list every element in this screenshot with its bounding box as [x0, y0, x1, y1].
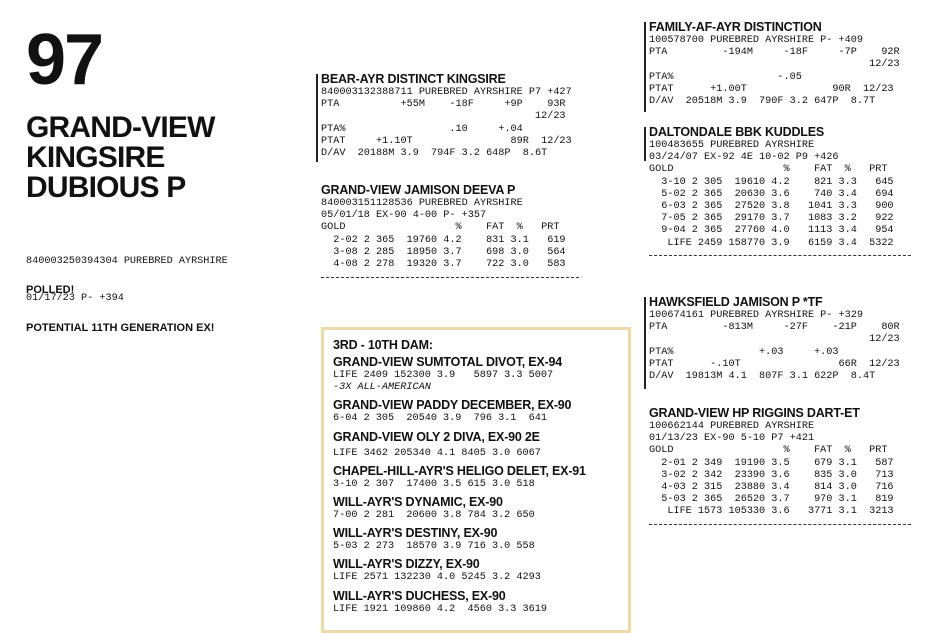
divider: [321, 277, 579, 278]
dam-entry-name: GRAND-VIEW PADDY DECEMBER, EX-90: [333, 398, 572, 413]
dam-entry-record: 3-10 2 307 17400 3.5 615 3.0 518: [333, 478, 535, 490]
stat-line: 3-08 2 285 18950 3.7 698 3.0 564: [321, 246, 566, 258]
stat-line: 840003151128536 PUREBRED AYRSHIRE: [321, 198, 523, 209]
bracket-line: [644, 22, 646, 112]
sire-dam-block: [649, 125, 911, 256]
dam-entry-name: WILL-AYR'S DIZZY, EX-90: [333, 557, 480, 572]
dam-entry-record: 7-00 2 281 20600 3.8 784 3.2 650: [333, 510, 535, 522]
stat-line: GOLD % FAT % PRT: [649, 164, 888, 176]
bracket-line: [644, 127, 646, 161]
stat-line: 840003132388711 PUREBRED AYRSHIRE P7 +427: [321, 87, 572, 98]
registration-line: 840003250394304 PUREBRED AYRSHIRE: [26, 256, 228, 268]
dam-entry-record: LIFE 2571 132230 4.0 5245 3.2 4293: [333, 572, 541, 584]
animal-name-line: DUBIOUS P: [26, 171, 186, 204]
dam-entry-record: 5-03 2 273 18570 3.9 716 3.0 558: [333, 541, 535, 553]
sire-stats: [321, 87, 589, 160]
stat-line: GOLD % FAT % PRT: [321, 222, 560, 234]
stat-line: 5-02 2 365 20630 3.6 740 3.4 694: [649, 188, 894, 200]
stat-line: LIFE 2459 158770 3.9 6159 3.4 5322: [649, 237, 894, 249]
dams-box: [321, 327, 631, 633]
lot-number: 97: [26, 20, 103, 100]
dam-dam-block: [649, 406, 911, 525]
dam-entry-name: WILL-AYR'S DYNAMIC, EX-90: [333, 495, 503, 510]
birth-line: 01/17/23 P- +394: [26, 293, 124, 305]
note-potential: POTENTIAL 11TH GENERATION EX!: [26, 322, 215, 334]
sire-block: [321, 72, 589, 160]
animal-name-line: GRAND-VIEW: [26, 111, 215, 144]
sire-name: BEAR-AYR DISTINCT KINGSIRE: [321, 72, 506, 86]
stat-line: 2-01 2 349 19190 3.5 679 3.1 587: [649, 457, 894, 469]
animal-registration: [26, 232, 228, 317]
stat-line: 7-05 2 365 29170 3.7 1083 3.2 922: [649, 213, 894, 225]
stat-line: 100483655 PUREBRED AYRSHIRE: [649, 140, 815, 151]
stat-line: PTA -194M -18F -7P 92R: [649, 47, 900, 59]
stat-line: PTA% +.03 +.03: [649, 346, 839, 358]
stat-line: 4-03 2 315 23880 3.4 814 3.0 716: [649, 482, 894, 494]
divider: [649, 255, 911, 256]
dam-entry-record: LIFE 3462 205340 4.1 8405 3.0 6067: [333, 447, 541, 459]
dam-stats: [321, 198, 579, 271]
animal-name-line: KINGSIRE: [26, 141, 165, 174]
stat-line: D/AV 20518M 3.9 790F 3.2 647P 8.7T: [649, 96, 876, 108]
stat-line: D/AV 20188M 3.9 794F 3.2 648P 8.6T: [321, 148, 548, 160]
sire-dam-stats: [649, 140, 911, 250]
stat-line: 3-10 2 305 19610 4.2 821 3.3 645: [649, 176, 894, 188]
dam-entry-record: 6-04 2 305 20540 3.9 796 3.1 641: [333, 413, 547, 425]
dam-entry-name: CHAPEL-HILL-AYR'S HELIGO DELET, EX-91: [333, 463, 586, 478]
stat-line: PTA -813M -27F -21P 80R: [649, 322, 900, 334]
stat-line: 12/23: [649, 334, 900, 346]
stat-line: 100662144 PUREBRED AYRSHIRE: [649, 421, 815, 432]
animal-name: [26, 113, 286, 203]
stat-line: PTAT -.10T 66R 12/23: [649, 358, 900, 370]
dams-heading: 3RD - 10TH DAM:: [333, 338, 433, 352]
sire-sire-name: FAMILY-AF-AYR DISTINCTION: [649, 20, 822, 34]
dam-name: GRAND-VIEW JAMISON DEEVA P: [321, 183, 516, 197]
stat-line: 100674161 PUREBRED AYRSHIRE P- +329: [649, 310, 863, 321]
stat-line: 05/01/18 EX-90 4-00 P- +357: [321, 210, 487, 222]
stat-line: 2-02 2 365 19760 4.2 831 3.1 619: [321, 234, 566, 246]
dam-sire-block: [649, 295, 911, 383]
stat-line: 6-03 2 365 27520 3.8 1041 3.3 900: [649, 201, 894, 213]
divider: [649, 524, 911, 525]
stat-line: D/AV 19813M 4.1 807F 3.1 622P 8.4T: [649, 371, 876, 383]
stat-line: 03/24/07 EX-92 4E 10-02 P9 +426: [649, 152, 839, 164]
dam-sire-name: HAWKSFIELD JAMISON P *TF: [649, 295, 823, 309]
stat-line: 01/13/23 EX-90 5-10 P7 +421: [649, 433, 815, 445]
sire-sire-block: [649, 20, 911, 108]
bracket-line: [316, 74, 318, 162]
stat-line: 4-08 2 278 19320 3.7 722 3.0 583: [321, 259, 566, 271]
stat-line: LIFE 1573 105330 3.6 3771 3.1 3213: [649, 506, 894, 518]
stat-line: 12/23: [321, 111, 566, 123]
note-polled: POLLED!: [26, 284, 75, 296]
stat-line: PTAT +1.10T 89R 12/23: [321, 135, 572, 147]
dam-entry-name: WILL-AYR'S DESTINY, EX-90: [333, 526, 498, 541]
dam-sire-stats: [649, 310, 911, 383]
stat-line: PTAT +1.00T 90R 12/23: [649, 83, 894, 95]
stat-line: PTA% .10 +.04: [321, 123, 523, 135]
dam-dam-stats: [649, 421, 911, 519]
stat-line: 100578700 PUREBRED AYRSHIRE P- +409: [649, 35, 863, 46]
stat-line: GOLD % FAT % PRT: [649, 445, 888, 457]
stat-line: PTA +55M -18F +9P 93R: [321, 99, 566, 111]
stat-line: 12/23: [649, 59, 900, 71]
dam-entry-name: GRAND-VIEW OLY 2 DIVA, EX-90 2E: [333, 429, 540, 444]
dam-entry-name: GRAND-VIEW SUMTOTAL DIVOT, EX-94: [333, 355, 563, 369]
stat-line: 9-04 2 365 27760 4.0 1113 3.4 954: [649, 225, 894, 237]
dam-entry-note: -3X ALL-AMERICAN: [333, 382, 431, 394]
stat-line: PTA% -.05: [649, 71, 802, 83]
stat-line: 5-03 2 365 26520 3.7 970 3.1 819: [649, 494, 894, 506]
stat-line: 3-02 2 342 23390 3.6 835 3.0 713: [649, 469, 894, 481]
sire-dam-name: DALTONDALE BBK KUDDLES: [649, 125, 824, 139]
sire-sire-stats: [649, 35, 911, 108]
dam-block: [321, 183, 579, 278]
bracket-line: [644, 297, 646, 389]
dam-entry-record: LIFE 1921 109860 4.2 4560 3.3 3619: [333, 603, 547, 615]
dam-entry-name: WILL-AYR'S DUCHESS, EX-90: [333, 588, 506, 603]
dam-dam-name: GRAND-VIEW HP RIGGINS DART-ET: [649, 406, 860, 420]
dam-entry-record: LIFE 2409 152300 3.9 5897 3.3 5007: [333, 370, 554, 381]
